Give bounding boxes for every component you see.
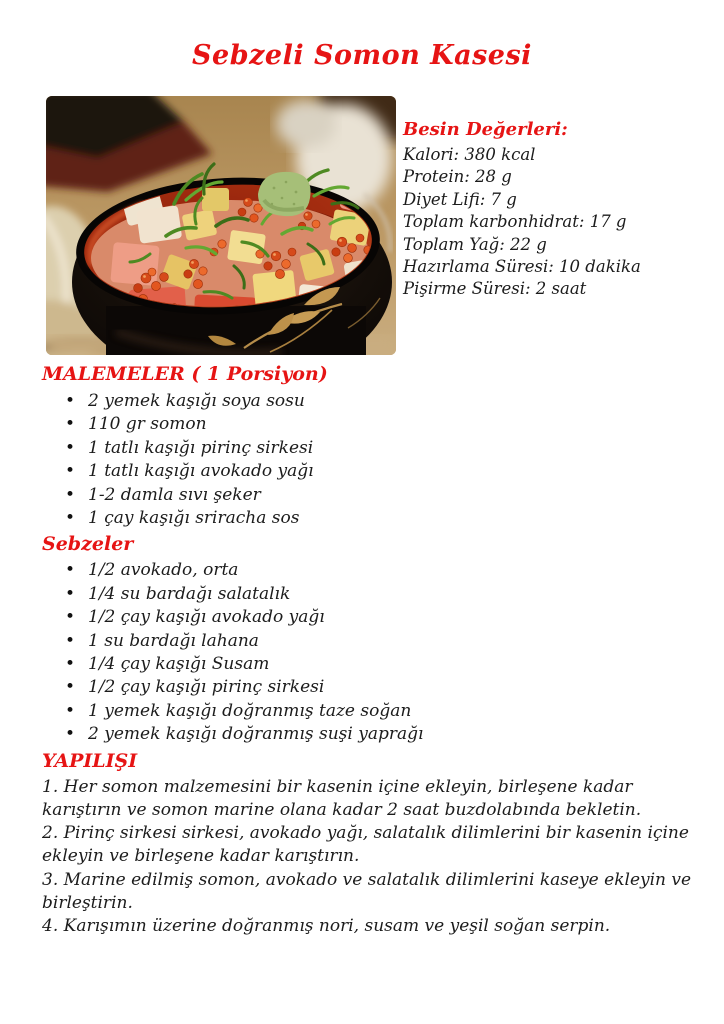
ingredients-list bbox=[42, 390, 702, 530]
page-title: Sebzeli Somon Kasesi bbox=[192, 40, 532, 71]
vegetable-item: • 1/4 su bardağı salatalık bbox=[42, 583, 702, 606]
nutrition-section bbox=[403, 119, 713, 301]
ingredients-heading: MALEMELER ( 1 Porsiyon) bbox=[42, 363, 328, 385]
direction-step: 3. Marine edilmiş somon, avokado ve salatalık dilimlerini kaseye ekleyin ve birleştirin. bbox=[42, 869, 692, 913]
directions-heading: YAPILIŞI bbox=[42, 749, 138, 772]
direction-step: 4. Karışımın üzerine doğranmış nori, susam ve yeşil soğan serpin. bbox=[42, 915, 611, 936]
vegetable-item: • 1/2 avokado, orta bbox=[42, 559, 702, 582]
direction-step: 1. Her somon malzemesini bir kasenin içine ekleyin, birleşene kadar karıştırın ve somon marine olana kadar 2 saat buzdolabında bekletin. bbox=[42, 776, 642, 820]
directions-steps bbox=[42, 776, 702, 938]
ingredient-item: • 110 gr somon bbox=[42, 413, 702, 436]
vegetables-list bbox=[42, 559, 702, 746]
vegetables-heading: Sebzeler bbox=[42, 533, 134, 556]
nutrition-line: Protein: 28 g bbox=[403, 167, 512, 187]
nutrition-line: Hazırlama Süresi: 10 dakika bbox=[403, 257, 641, 277]
nutrition-line: Toplam Yağ: 22 g bbox=[403, 234, 547, 254]
vegetable-item: • 1/4 çay kaşığı Susam bbox=[42, 653, 702, 676]
salmon-bowl-illustration bbox=[46, 96, 396, 355]
vegetable-item: • 1/2 çay kaşığı avokado yağı bbox=[42, 606, 702, 629]
vegetable-item: • 2 yemek kaşığı doğranmış suşi yaprağı bbox=[42, 723, 702, 746]
ingredient-item: • 1 tatlı kaşığı avokado yağı bbox=[42, 460, 702, 483]
ingredient-item: • 1-2 damla sıvı şeker bbox=[42, 484, 702, 507]
nutrition-line: Kalori: 380 kcal bbox=[403, 145, 536, 164]
ingredient-item: • 1 çay kaşığı sriracha sos bbox=[42, 507, 702, 530]
vegetable-item: • 1 su bardağı lahana bbox=[42, 630, 702, 653]
nutrition-line: Toplam karbonhidrat: 17 g bbox=[403, 212, 627, 232]
ingredient-item: • 2 yemek kaşığı soya sosu bbox=[42, 390, 702, 413]
direction-step: 2. Pirinç sirkesi sirkesi, avokado yağı, salatalık dilimlerini bir kasenin içine ekleyin ve birleşene kadar karıştırın. bbox=[42, 823, 689, 867]
nutrition-heading: Besin Değerleri: bbox=[403, 119, 568, 140]
ingredient-item: • 1 tatlı kaşığı pirinç sirkesi bbox=[42, 437, 702, 460]
recipe-body bbox=[42, 363, 702, 938]
recipe-photo bbox=[46, 96, 396, 355]
nutrition-line: Diyet Lifi: 7 g bbox=[403, 189, 517, 209]
vegetable-item: • 1 yemek kaşığı doğranmış taze soğan bbox=[42, 700, 702, 723]
vegetable-item: • 1/2 çay kaşığı pirinç sirkesi bbox=[42, 676, 702, 699]
nutrition-line: Pişirme Süresi: 2 saat bbox=[403, 279, 587, 299]
